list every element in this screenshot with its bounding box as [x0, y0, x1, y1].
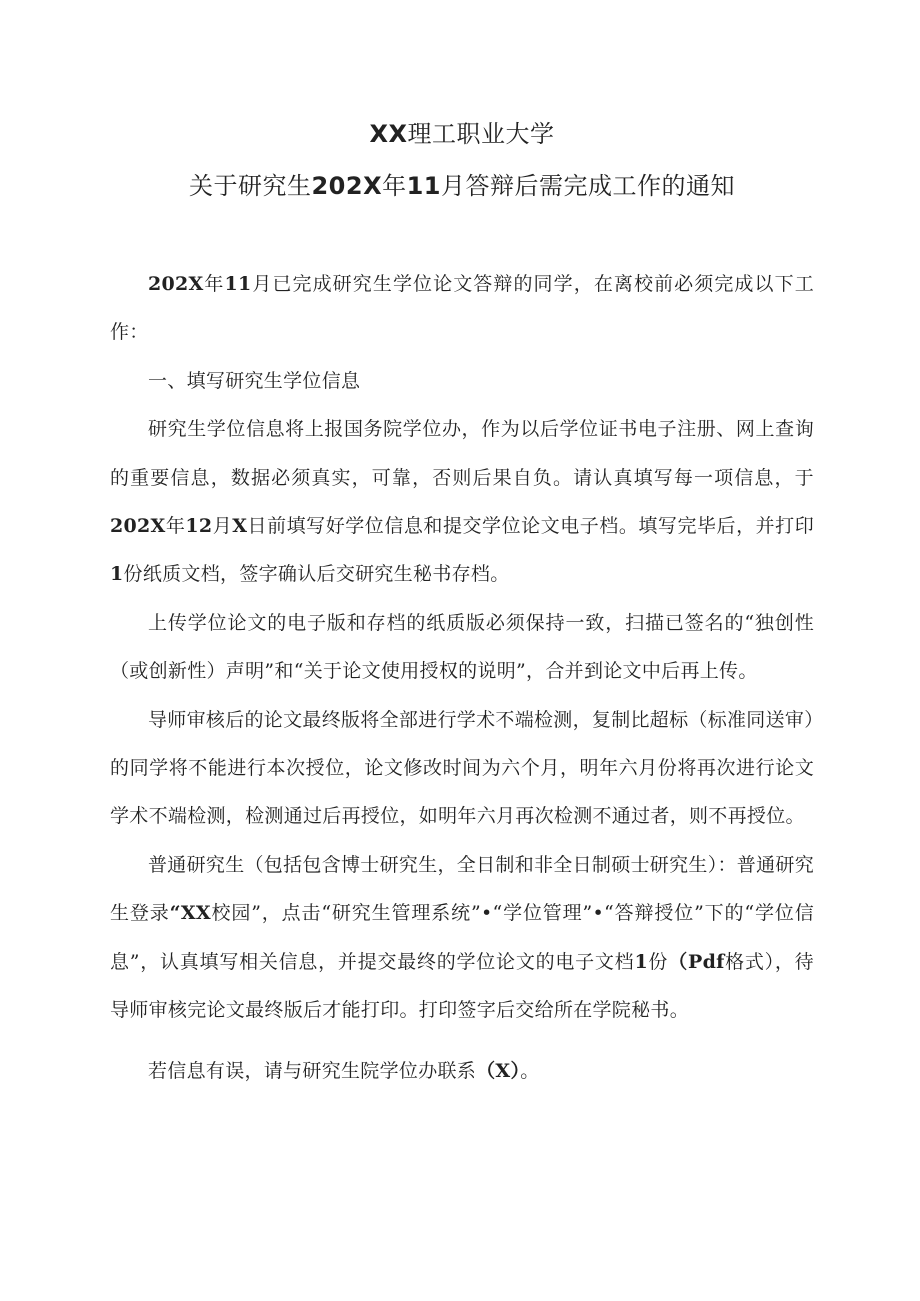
paragraph-instructions: 普通研究生（包括包含博士研究生，全日制和非全日制硕士研究生）：普通研究生登录“XX校园”，点击“研究生管理系统”•“学位管理”•“答辩授位”下的“学位信息”，认真填写相关信息，并提交最终的学位论文的电子文档1份（Pdf格式），待导师审核完论文最终版后才能打印。打印签字后交给所在学院秘书。: [110, 853, 815, 1022]
school-title: [110, 122, 814, 146]
paragraph-upload: 上传学位论文的电子版和存档的纸质版必须保持一致，扫描已签名的“独创性（或创新性）声明”和“关于论文使用授权的说明”，合并到论文中后再上传。: [110, 611, 814, 683]
school-prefix: XX: [369, 120, 408, 148]
intro-paragraph: 202X年11月已完成研究生学位论文答辩的同学，在离校前必须完成以下工作：: [110, 273, 814, 344]
section-heading: 一、填写研究生学位信息: [148, 369, 361, 392]
document-body: [110, 260, 814, 1095]
notice-title: 关于研究生202X年11月答辩后需完成工作的通知: [188, 172, 735, 200]
paragraph-degree-info: 研究生学位信息将上报国务院学位办，作为以后学位证书电子注册、网上查询的重要信息，数据必须真实，可靠，否则后果自负。请认真填写每一项信息，于202X年12月X日前填写好学位信息和提交学位论文电子档。填写完毕后，并打印1份纸质文档，签字确认后交研究生秘书存档。: [110, 418, 815, 586]
paragraph-contact: 若信息有误，请与研究生院学位办联系（X）。: [148, 1059, 540, 1082]
paragraph-plagiarism-check: 导师审核后的论文最终版将全部进行学术不端检测，复制比超标（标准同送审）的同学将不能进行本次授位，论文修改时间为六个月，明年六月份将再次进行论文学术不端检测，检测通过后再授位，如明年六月再次检测不通过者，则不再授位。: [110, 708, 815, 828]
school-name: 理工职业大学: [407, 120, 555, 148]
